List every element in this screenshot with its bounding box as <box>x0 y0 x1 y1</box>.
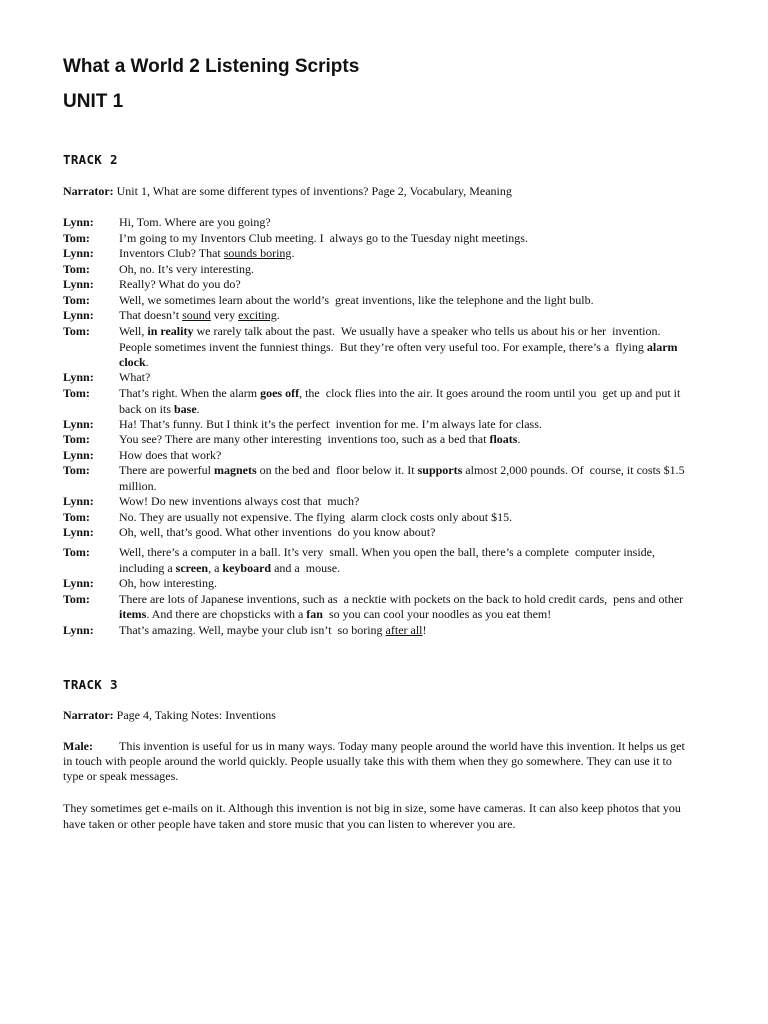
dialogue-text: ! <box>422 623 427 637</box>
dialogue-line <box>119 510 512 526</box>
dialogue-line <box>119 215 271 231</box>
track-3-paragraph-1-line: type or speak messages. <box>63 769 179 783</box>
speaker-label: Tom: <box>63 463 90 477</box>
speaker-label: Tom: <box>63 262 90 276</box>
dialogue-text: How does that work? <box>119 448 222 462</box>
dialogue-text: Oh, well, that’s good. What other inventions do you know about? <box>119 525 436 539</box>
dialogue-text: , the clock flies into the air. It goes around the room until you get up and put it <box>299 386 681 400</box>
speaker-label: Lynn: <box>63 277 94 291</box>
speaker-label: Lynn: <box>63 623 94 637</box>
vocabulary-word: supports <box>417 463 463 477</box>
narrator-label: Narrator: <box>63 184 114 198</box>
dialogue-text: Ha! That’s funny. But I think it’s the perfect invention for me. I’m always late for class. <box>119 417 542 431</box>
speaker-label: Tom: <box>63 592 90 606</box>
vocabulary-word: items <box>119 607 147 621</box>
vocabulary-word: keyboard <box>222 561 272 575</box>
vocabulary-word: goes off <box>260 386 300 400</box>
dialogue-text: very <box>210 308 239 322</box>
document-title: What a World 2 Listening Scripts <box>63 56 360 77</box>
dialogue-line <box>119 324 661 340</box>
dialogue-line <box>119 246 294 262</box>
dialogue-text: What? <box>119 370 151 384</box>
unit-heading: UNIT 1 <box>63 91 124 112</box>
dialogue-line <box>119 494 359 510</box>
dialogue-line <box>119 370 150 386</box>
speaker-label: Tom: <box>63 293 90 307</box>
dialogue-line <box>119 231 528 247</box>
track-2-heading: TRACK 2 <box>63 152 118 167</box>
dialogue-line <box>119 463 685 479</box>
narrator-label: Narrator: <box>63 708 114 722</box>
dialogue-text: That’s amazing. Well, maybe your club isn’t so boring <box>119 623 386 637</box>
speaker-label: Lynn: <box>63 370 94 384</box>
speaker-label: Lynn: <box>63 308 94 322</box>
speaker-label: Lynn: <box>63 417 94 431</box>
dialogue-text: on the bed and floor below it. It <box>256 463 418 477</box>
dialogue-text: No. They are usually not expensive. The flying alarm clock costs only about $15. <box>119 510 513 524</box>
speaker-label: Lynn: <box>63 448 94 462</box>
dialogue-line <box>119 607 551 623</box>
dialogue-text: There are powerful <box>119 463 214 477</box>
underlined-phrase: sounds boring <box>223 246 292 260</box>
track-3-narrator-line <box>63 708 276 724</box>
track-3-paragraph-2-line: They sometimes get e-mails on it. Although this invention is not big in size, some have cameras. It can also keep photos that you <box>63 801 681 815</box>
dialogue-text: . <box>291 246 295 260</box>
dialogue-text: Hi, Tom. Where are you going? <box>119 215 271 229</box>
dialogue-line <box>119 417 542 433</box>
dialogue-text: . <box>517 432 521 446</box>
dialogue-text: Well, <box>119 324 148 338</box>
vocabulary-word: fan <box>306 607 323 621</box>
dialogue-text: almost 2,000 pounds. Of course, it costs $1.5 <box>462 463 685 477</box>
dialogue-line <box>119 525 435 541</box>
dialogue-line <box>119 432 520 448</box>
dialogue-text: including a <box>119 561 176 575</box>
vocabulary-word: floats <box>489 432 518 446</box>
speaker-label: Tom: <box>63 545 90 559</box>
vocabulary-word: in reality <box>147 324 194 338</box>
speaker-label: Lynn: <box>63 215 94 229</box>
dialogue-line <box>119 355 149 371</box>
track-2-narrator-line <box>63 184 512 200</box>
speaker-label: Tom: <box>63 324 90 338</box>
speaker-label: Tom: <box>63 386 90 400</box>
dialogue-line <box>119 576 217 592</box>
dialogue-text: and a mouse. <box>271 561 341 575</box>
dialogue-text: Really? What do you do? <box>119 277 241 291</box>
dialogue-text: That’s right. When the alarm <box>119 386 261 400</box>
dialogue-text: . <box>145 355 149 369</box>
dialogue-line <box>119 262 254 278</box>
dialogue-line <box>119 561 340 577</box>
speaker-label: Lynn: <box>63 246 94 260</box>
dialogue-text: There are lots of Japanese inventions, such as a necktie with pockets on the back to hold credit cards, pens and other <box>119 592 684 606</box>
dialogue-line <box>119 448 221 464</box>
dialogue-line <box>119 386 680 402</box>
dialogue-text: back on its <box>119 402 174 416</box>
speaker-label: Tom: <box>63 510 90 524</box>
track-3-paragraph-2-line: have taken or other people have taken and store music that you can listen to wherever you are. <box>63 817 516 831</box>
dialogue-text: million. <box>119 479 157 493</box>
dialogue-line <box>119 340 678 356</box>
vocabulary-word: clock <box>119 355 146 369</box>
dialogue-text: Inventors Club? That <box>119 246 224 260</box>
vocabulary-word: magnets <box>213 463 257 477</box>
dialogue-text: Oh, no. It’s very interesting. <box>119 262 254 276</box>
dialogue-line <box>119 402 200 418</box>
dialogue-text: Wow! Do new inventions always cost that much? <box>119 494 360 508</box>
track-3-paragraph-1-line: This invention is useful for us in many ways. Today many people around the world have this invention. It helps us get <box>119 739 685 753</box>
dialogue-text: . <box>276 308 280 322</box>
dialogue-line <box>119 545 655 561</box>
vocabulary-word: base <box>174 402 197 416</box>
speaker-label: Tom: <box>63 231 90 245</box>
male-speaker-label: Male: <box>63 739 93 753</box>
dialogue-text: People sometimes invent the funniest things. But they’re often very useful too. For example, there’s a flying <box>119 340 647 354</box>
speaker-label: Lynn: <box>63 494 94 508</box>
underlined-phrase: exciting <box>238 308 277 322</box>
speaker-label: Lynn: <box>63 525 94 539</box>
speaker-label: Lynn: <box>63 576 94 590</box>
dialogue-text: , a <box>208 561 223 575</box>
dialogue-line <box>119 592 683 608</box>
underlined-phrase: sound <box>182 308 211 322</box>
dialogue-text: Oh, how interesting. <box>119 576 217 590</box>
dialogue-line <box>119 308 280 324</box>
dialogue-text: so you can cool your noodles as you eat them! <box>322 607 552 621</box>
track-3-paragraph-1-line: in touch with people around the world quickly. People usually take this with them when they go somewhere. They can use it to <box>63 754 672 768</box>
dialogue-text: That doesn’t <box>119 308 183 322</box>
dialogue-line <box>119 293 594 309</box>
vocabulary-word: screen <box>175 561 209 575</box>
narrator-text: Unit 1, What are some different types of inventions? Page 2, Vocabulary, Meaning <box>113 184 512 198</box>
dialogue-text: You see? There are many other interesting inventions too, such as a bed that <box>119 432 490 446</box>
track-3-heading: TRACK 3 <box>63 677 118 692</box>
speaker-label: Tom: <box>63 432 90 446</box>
dialogue-text: we rarely talk about the past. We usually have a speaker who tells us about his or her invention. <box>193 324 661 338</box>
dialogue-line <box>119 277 241 293</box>
dialogue-text: Well, there’s a computer in a ball. It’s very small. When you open the ball, there’s a complete computer inside, <box>119 545 655 559</box>
dialogue-text: . <box>196 402 200 416</box>
dialogue-line <box>119 623 427 639</box>
dialogue-text: Well, we sometimes learn about the world’s great inventions, like the telephone and the light bulb. <box>119 293 594 307</box>
underlined-phrase: after all <box>385 623 423 637</box>
dialogue-text: . And there are chopsticks with a <box>146 607 307 621</box>
vocabulary-word: alarm <box>646 340 678 354</box>
dialogue-text: I’m going to my Inventors Club meeting. I always go to the Tuesday night meetings. <box>119 231 528 245</box>
narrator-text: Page 4, Taking Notes: Inventions <box>113 708 276 722</box>
dialogue-line <box>119 479 157 495</box>
